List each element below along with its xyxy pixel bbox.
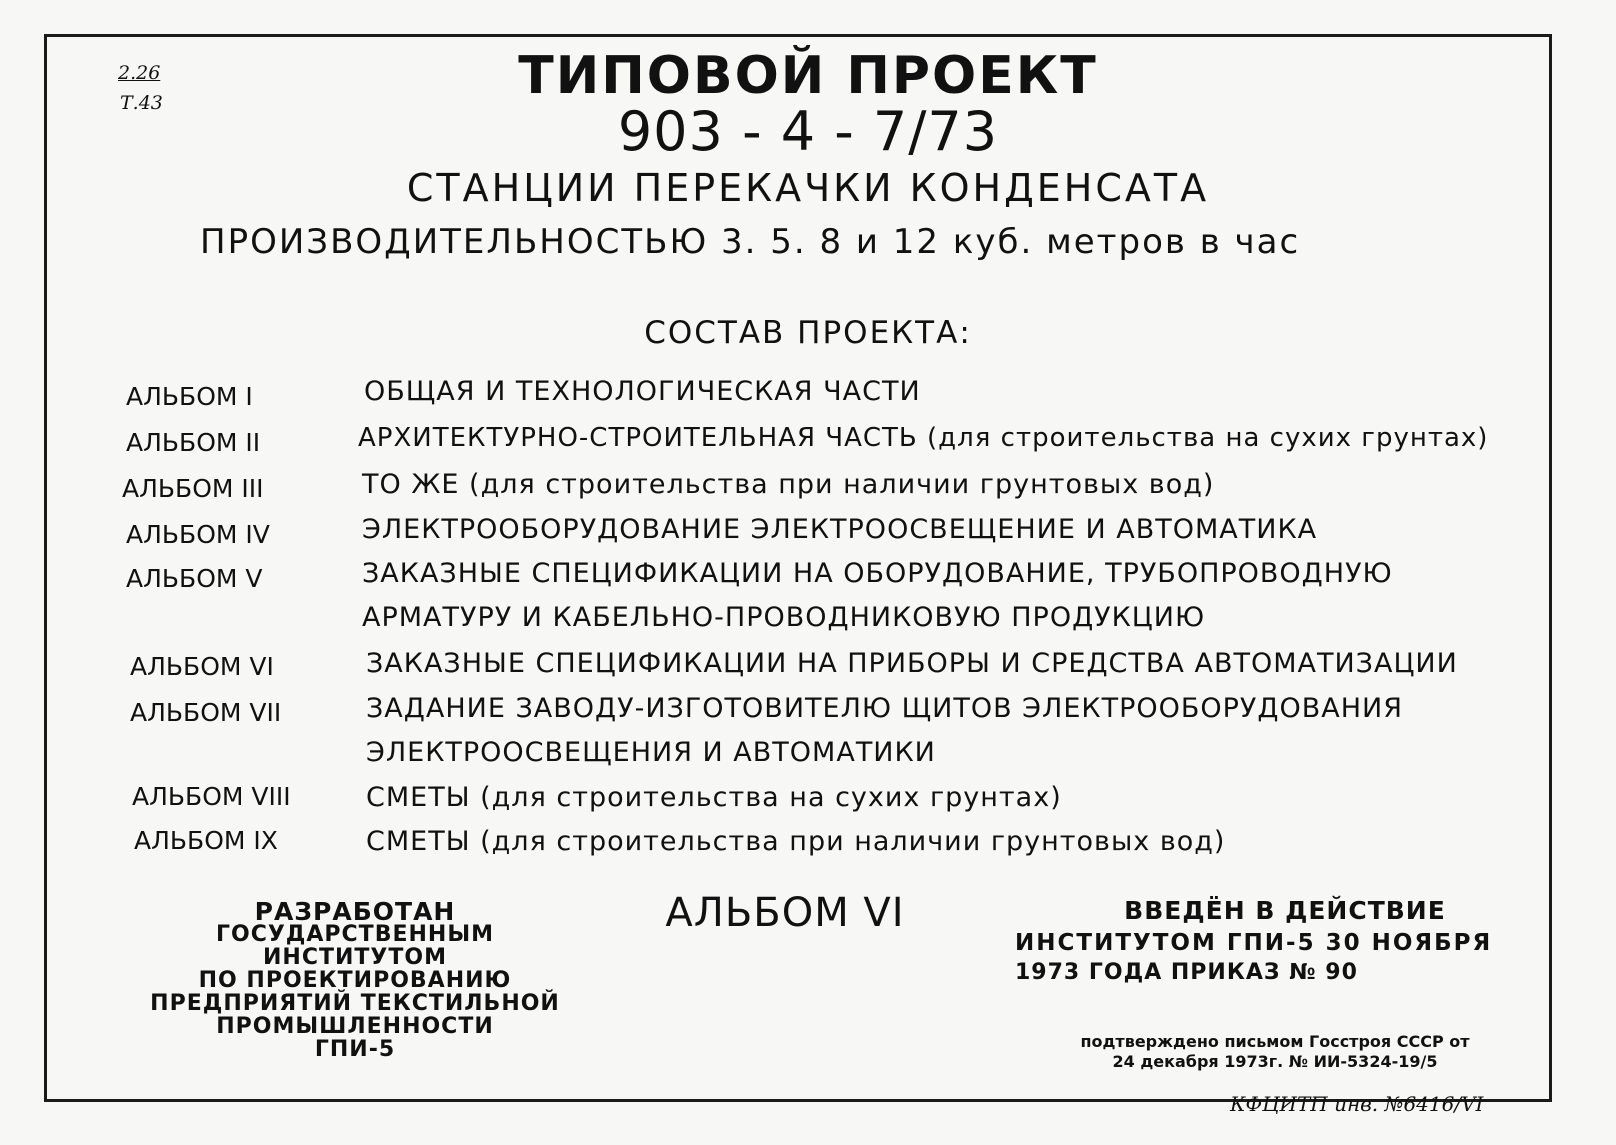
subtitle-line-2: ПРОИЗВОДИТЕЛЬНОСТЬЮ 3. 5. 8 и 12 куб. метров в час [200, 222, 1301, 262]
album-label: АЛЬБОМ VII [130, 698, 282, 727]
album-label: АЛЬБОМ VIII [132, 782, 291, 811]
album-description: ЭЛЕКТРООСВЕЩЕНИЯ И АВТОМАТИКИ [366, 737, 936, 768]
album-label: АЛЬБОМ IX [134, 826, 278, 855]
document-title: ТИПОВОЙ ПРОЕКТ [518, 46, 1098, 106]
album-label: АЛЬБОМ II [126, 428, 261, 457]
developer-line: ПО ПРОЕКТИРОВАНИЮ [198, 968, 512, 993]
album-label: АЛЬБОМ I [126, 382, 253, 411]
confirmation-line: подтверждено письмом Госстроя СССР от [1080, 1032, 1470, 1051]
developer-line: ГОСУДАРСТВЕННЫМ ИНСТИТУТОМ [215, 922, 495, 970]
project-number: 903 - 4 - 7/73 [617, 100, 999, 163]
album-description: ЭЛЕКТРООБОРУДОВАНИЕ ЭЛЕКТРООСВЕЩЕНИЕ И АВТОМАТИКА [362, 514, 1318, 545]
album-label: АЛЬБОМ III [122, 474, 264, 503]
developer-line: ПРЕДПРИЯТИЙ ТЕКСТИЛЬНОЙ [150, 991, 560, 1016]
album-description: ТО ЖЕ (для строительства при наличии грунтовых вод) [362, 469, 1215, 500]
album-label: АЛЬБОМ VI [130, 652, 274, 681]
album-description: ЗАКАЗНЫЕ СПЕЦИФИКАЦИИ НА ПРИБОРЫ И СРЕДСТВА АВТОМАТИЗАЦИИ [366, 648, 1458, 679]
developer-block [130, 897, 580, 1062]
introduced-line: 1973 ГОДА ПРИКАЗ № 90 [1015, 960, 1358, 985]
album-label: АЛЬБОМ IV [126, 520, 270, 549]
confirmation-line: 24 декабря 1973г. № ИИ-5324-19/5 [1112, 1052, 1438, 1071]
album-description: ОБЩАЯ И ТЕХНОЛОГИЧЕСКАЯ ЧАСТИ [364, 376, 921, 407]
album-label: АЛЬБОМ V [126, 564, 263, 593]
subtitle-line-1: СТАНЦИИ ПЕРЕКАЧКИ КОНДЕНСАТА [406, 166, 1210, 210]
composition-heading: СОСТАВ ПРОЕКТА: [644, 315, 972, 351]
confirmation-note [1020, 1032, 1530, 1072]
developer-line: ГПИ-5 [314, 1037, 396, 1062]
developer-line: РАЗРАБОТАН [254, 897, 456, 926]
album-description: АРМАТУРУ И КАБЕЛЬНО-ПРОВОДНИКОВУЮ ПРОДУКЦИЮ [362, 602, 1206, 633]
album-description: СМЕТЫ (для строительства на сухих грунтах) [366, 782, 1062, 813]
reference-numerator: 2.26 [118, 62, 161, 84]
current-album: АЛЬБОМ VI [665, 890, 905, 936]
album-description: ЗАДАНИЕ ЗАВОДУ-ИЗГОТОВИТЕЛЮ ЩИТОВ ЭЛЕКТРООБОРУДОВАНИЯ [366, 693, 1403, 724]
reference-denominator: Т.43 [120, 92, 163, 114]
album-description: ЗАКАЗНЫЕ СПЕЦИФИКАЦИИ НА ОБОРУДОВАНИЕ, ТРУБОПРОВОДНУЮ [362, 558, 1393, 589]
album-description: АРХИТЕКТУРНО-СТРОИТЕЛЬНАЯ ЧАСТЬ (для строительства на сухих грунтах) [358, 423, 1489, 453]
developer-line: ПРОМЫШЛЕННОСТИ [216, 1014, 494, 1039]
introduced-heading: ВВЕДЁН В ДЕЙСТВИЕ [1124, 896, 1446, 925]
inventory-number: КФЦИТП инв. №6416/VI [1230, 1092, 1484, 1116]
album-description: СМЕТЫ (для строительства при наличии грунтовых вод) [366, 826, 1226, 857]
introduced-line: ИНСТИТУТОМ ГПИ-5 30 НОЯБРЯ [1015, 930, 1493, 956]
